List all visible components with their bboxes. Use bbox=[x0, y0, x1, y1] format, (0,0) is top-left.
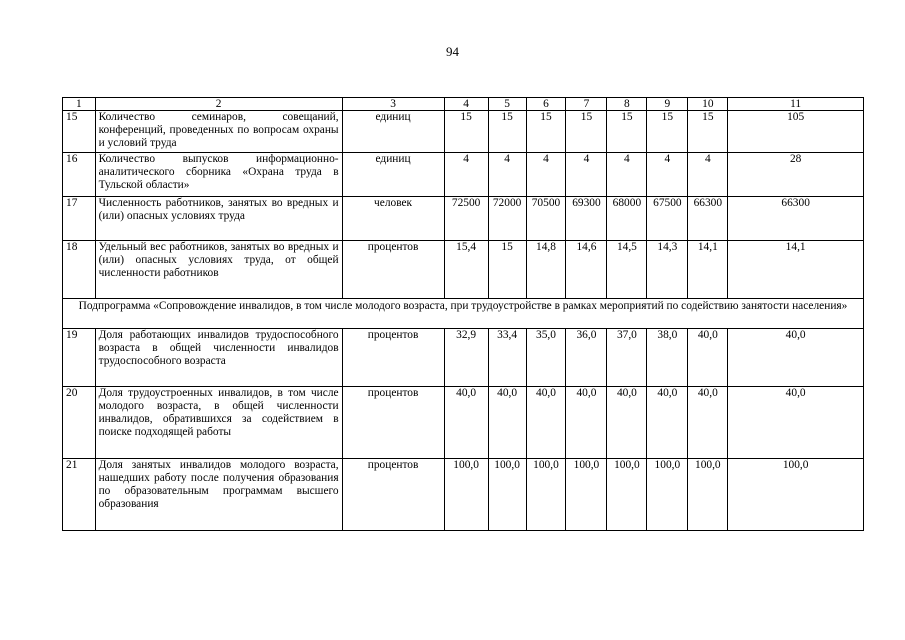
value-cell: 67500 bbox=[647, 197, 688, 241]
unit: единиц bbox=[342, 153, 444, 197]
value-cell: 40,0 bbox=[647, 387, 688, 459]
value-cell: 15 bbox=[526, 111, 566, 153]
row-number: 20 bbox=[63, 387, 96, 459]
column-header: 1 bbox=[63, 98, 96, 111]
table-header-row bbox=[63, 98, 864, 111]
value-cell: 72000 bbox=[488, 197, 526, 241]
indicator-name: Количество выпусков информационно-аналитического сборника «Охрана труда в Тульской области» bbox=[95, 153, 342, 197]
subprogram-row bbox=[63, 299, 864, 329]
table-row bbox=[63, 153, 864, 197]
table-row bbox=[63, 241, 864, 299]
value-cell: 100,0 bbox=[526, 459, 566, 531]
value-cell: 35,0 bbox=[526, 329, 566, 387]
table-row bbox=[63, 329, 864, 387]
indicators-table bbox=[62, 97, 864, 531]
column-header: 9 bbox=[647, 98, 688, 111]
value-cell: 100,0 bbox=[607, 459, 647, 531]
value-cell: 14,3 bbox=[647, 241, 688, 299]
value-cell: 15 bbox=[647, 111, 688, 153]
value-cell: 72500 bbox=[444, 197, 488, 241]
column-header: 4 bbox=[444, 98, 488, 111]
value-cell: 40,0 bbox=[566, 387, 607, 459]
column-header: 8 bbox=[607, 98, 647, 111]
row-number: 21 bbox=[63, 459, 96, 531]
value-cell: 14,1 bbox=[688, 241, 728, 299]
value-cell: 40,0 bbox=[488, 387, 526, 459]
column-header: 3 bbox=[342, 98, 444, 111]
indicator-name: Количество семинаров, совещаний, конференций, проведенных по вопросам охраны и условий труда bbox=[95, 111, 342, 153]
unit: процентов bbox=[342, 329, 444, 387]
column-header: 2 bbox=[95, 98, 342, 111]
value-cell: 40,0 bbox=[607, 387, 647, 459]
value-cell: 100,0 bbox=[566, 459, 607, 531]
value-cell: 100,0 bbox=[728, 459, 864, 531]
value-cell: 33,4 bbox=[488, 329, 526, 387]
row-number: 19 bbox=[63, 329, 96, 387]
row-number: 15 bbox=[63, 111, 96, 153]
value-cell: 100,0 bbox=[688, 459, 728, 531]
column-header: 10 bbox=[688, 98, 728, 111]
column-header: 6 bbox=[526, 98, 566, 111]
value-cell: 100,0 bbox=[647, 459, 688, 531]
indicator-name: Численность работников, занятых во вредных и (или) опасных условиях труда bbox=[95, 197, 342, 241]
table-row bbox=[63, 459, 864, 531]
value-cell: 40,0 bbox=[444, 387, 488, 459]
value-cell: 4 bbox=[566, 153, 607, 197]
value-cell: 15 bbox=[488, 241, 526, 299]
row-number: 17 bbox=[63, 197, 96, 241]
value-cell: 37,0 bbox=[607, 329, 647, 387]
value-cell: 4 bbox=[647, 153, 688, 197]
table-row bbox=[63, 387, 864, 459]
value-cell: 68000 bbox=[607, 197, 647, 241]
value-cell: 4 bbox=[526, 153, 566, 197]
value-cell: 4 bbox=[488, 153, 526, 197]
table-row bbox=[63, 111, 864, 153]
value-cell: 69300 bbox=[566, 197, 607, 241]
row-number: 16 bbox=[63, 153, 96, 197]
indicator-name: Доля занятых инвалидов молодого возраста, нашедших работу после получения образования по образовательным программам высшего образования bbox=[95, 459, 342, 531]
indicator-name: Доля работающих инвалидов трудоспособного возраста в общей численности инвалидов трудоспособного возраста bbox=[95, 329, 342, 387]
value-cell: 100,0 bbox=[444, 459, 488, 531]
value-cell: 100,0 bbox=[488, 459, 526, 531]
value-cell: 40,0 bbox=[688, 329, 728, 387]
value-cell: 14,6 bbox=[566, 241, 607, 299]
value-cell: 38,0 bbox=[647, 329, 688, 387]
value-cell: 14,1 bbox=[728, 241, 864, 299]
value-cell: 15 bbox=[607, 111, 647, 153]
value-cell: 40,0 bbox=[526, 387, 566, 459]
value-cell: 66300 bbox=[688, 197, 728, 241]
value-cell: 15 bbox=[444, 111, 488, 153]
row-number: 18 bbox=[63, 241, 96, 299]
value-cell: 4 bbox=[607, 153, 647, 197]
value-cell: 40,0 bbox=[688, 387, 728, 459]
value-cell: 105 bbox=[728, 111, 864, 153]
value-cell: 70500 bbox=[526, 197, 566, 241]
value-cell: 4 bbox=[688, 153, 728, 197]
value-cell: 15,4 bbox=[444, 241, 488, 299]
value-cell: 40,0 bbox=[728, 329, 864, 387]
value-cell: 15 bbox=[688, 111, 728, 153]
value-cell: 15 bbox=[488, 111, 526, 153]
value-cell: 66300 bbox=[728, 197, 864, 241]
column-header: 5 bbox=[488, 98, 526, 111]
column-header: 11 bbox=[728, 98, 864, 111]
unit: процентов bbox=[342, 459, 444, 531]
value-cell: 32,9 bbox=[444, 329, 488, 387]
value-cell: 40,0 bbox=[728, 387, 864, 459]
unit: процентов bbox=[342, 241, 444, 299]
unit: процентов bbox=[342, 387, 444, 459]
table-row bbox=[63, 197, 864, 241]
column-header: 7 bbox=[566, 98, 607, 111]
value-cell: 28 bbox=[728, 153, 864, 197]
unit: человек bbox=[342, 197, 444, 241]
page-number: 94 bbox=[446, 44, 459, 59]
unit: единиц bbox=[342, 111, 444, 153]
subprogram-title: Подпрограмма «Сопровождение инвалидов, в том числе молодого возраста, при трудоустройстве в рамках мероприятий по содействию занятости населения» bbox=[63, 299, 864, 329]
indicator-name: Удельный вес работников, занятых во вредных и (или) опасных условиях труда, от общей численности работников bbox=[95, 241, 342, 299]
value-cell: 14,8 bbox=[526, 241, 566, 299]
value-cell: 36,0 bbox=[566, 329, 607, 387]
indicator-name: Доля трудоустроенных инвалидов, в том числе молодого возраста, в общей численности инвалидов, обратившихся за содействием в поиске подходящей работы bbox=[95, 387, 342, 459]
value-cell: 14,5 bbox=[607, 241, 647, 299]
value-cell: 4 bbox=[444, 153, 488, 197]
value-cell: 15 bbox=[566, 111, 607, 153]
